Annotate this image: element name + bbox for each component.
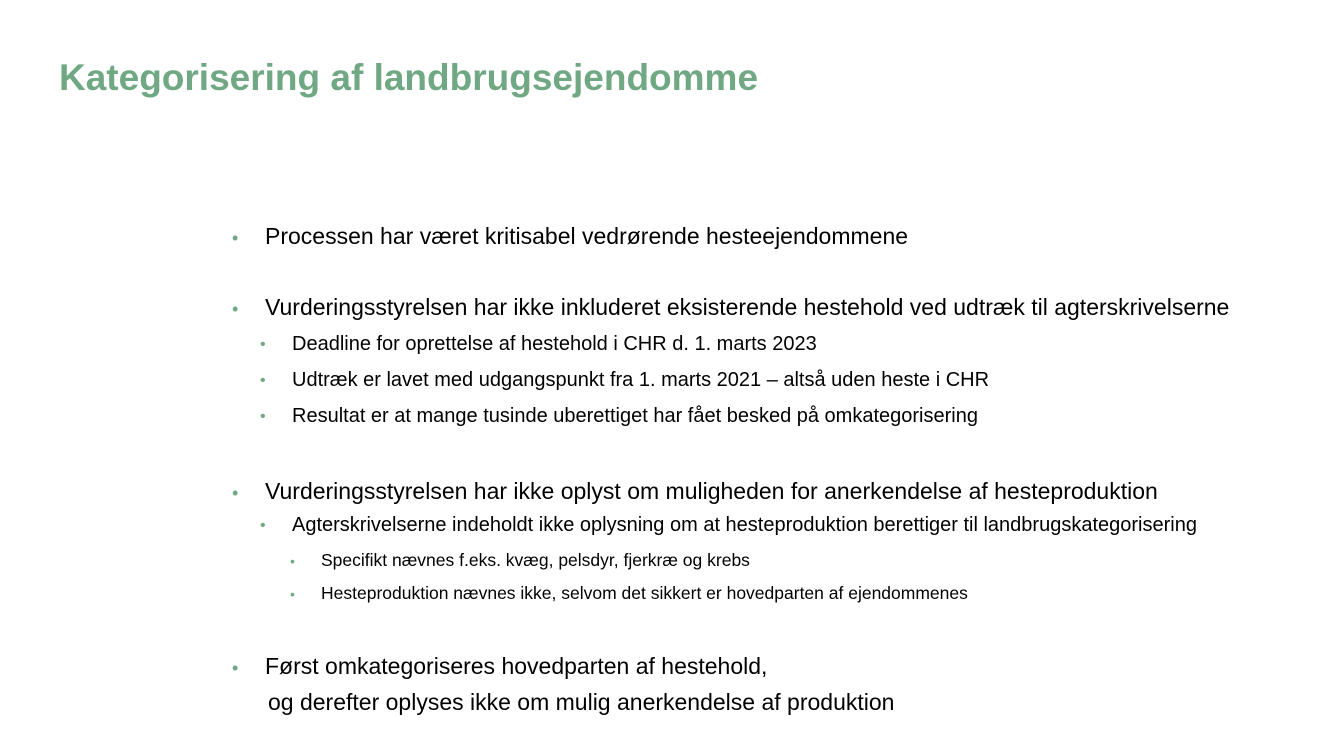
list-item: Specifikt nævnes f.eks. kvæg, pelsdyr, fjerkræ og krebs: [321, 550, 750, 570]
list-item: Deadline for oprettelse af hestehold i CHR d. 1. marts 2023: [292, 333, 817, 355]
list-item: Agterskrivelserne indeholdt ikke oplysning om at hesteproduktion berettiger til landbrugskategorisering: [292, 514, 1197, 536]
bullet-icon: •: [260, 408, 266, 425]
list-item: Resultat er at mange tusinde uberettiget har fået besked på omkategorisering: [292, 405, 978, 427]
bullet-icon: •: [290, 586, 295, 602]
list-item: Vurderingsstyrelsen har ikke inkluderet eksisterende hestehold ved udtræk til agterskrivelserne: [265, 294, 1230, 320]
bullet-icon: •: [232, 483, 239, 503]
bullet-icon: •: [232, 228, 239, 248]
bullet-icon: •: [260, 517, 266, 534]
slide-title: Kategorisering af landbrugsejendomme: [59, 57, 759, 98]
list-item: Udtræk er lavet med udgangspunkt fra 1. marts 2021 – altså uden heste i CHR: [292, 369, 990, 391]
bullet-icon: •: [232, 299, 239, 319]
list-item: Først omkategoriseres hovedparten af hestehold,: [265, 653, 768, 679]
bullet-icon: •: [290, 553, 295, 569]
list-item-continuation: og derefter oplyses ikke om mulig anerkendelse af produktion: [268, 689, 895, 715]
list-item: Processen har været kritisabel vedrørende hesteejendommene: [265, 223, 909, 249]
bullet-icon: •: [260, 336, 266, 353]
bullet-icon: •: [260, 372, 266, 389]
list-item: Hesteproduktion nævnes ikke, selvom det sikkert er hovedparten af ejendommenes: [321, 583, 968, 603]
list-item: Vurderingsstyrelsen har ikke oplyst om muligheden for anerkendelse af hesteproduktion: [265, 478, 1158, 504]
bullet-icon: •: [232, 658, 239, 678]
